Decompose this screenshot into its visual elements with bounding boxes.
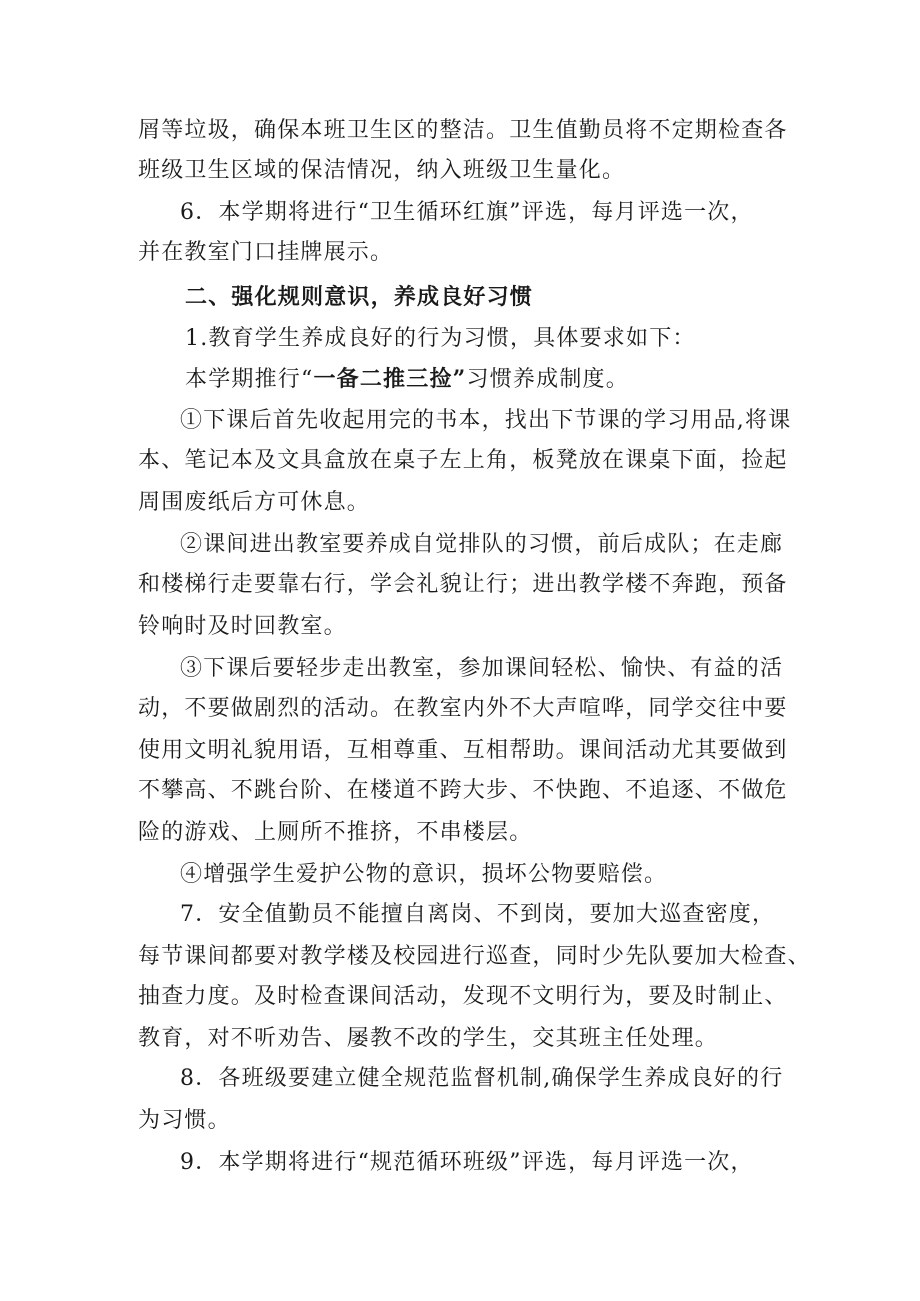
point-1-line: ①下课后首先收起用完的书本，找出下节课的学习用品,将课 [180,408,792,433]
item-1-line: 1.教育学生养成良好的行为习惯，具体要求如下： [185,326,696,351]
rule-line-emphasis: 一备二推三捡” [313,366,467,392]
section-heading: 二、强化规则意识，养成良好习惯 [185,284,534,310]
rule-line [185,364,629,395]
point-2-line: ②课间进出教室要养成自觉排队的习惯，前后成队；在走廊 [180,532,784,557]
paragraph-line: 使用文明礼貌用语，互相尊重、互相帮助。课间活动尤其要做到 [138,738,788,763]
paragraph-line: 屑等垃圾，确保本班卫生区的整洁。卫生值勤员将不定期检查各 [138,118,788,143]
item-6-line: 6．本学期将进行“卫生循环红旗”评选，每月评选一次， [180,200,754,225]
paragraph-line: 并在教室门口挂牌展示。 [138,240,394,265]
paragraph-line: 每节课间都要对教学楼及校园进行巡查，同时少先队要加大检查、 [138,944,811,969]
paragraph-line: 和楼梯行走要靠右行，学会礼貌让行；进出教学楼不奔跑，预备 [138,572,788,597]
paragraph-line: 班级卫生区域的保洁情况，纳入班级卫生量化。 [138,158,626,183]
paragraph-line: 本、笔记本及文具盒放在桌子左上角，板凳放在课桌下面，捡起 [138,448,788,473]
item-8-line: 8．各班级要建立健全规范监督机制,确保学生养成良好的行 [180,1066,784,1091]
paragraph-line: 抽查力度。及时检查课间活动，发现不文明行为，要及时制止、 [138,984,788,1009]
paragraph-line: 教育，对不听劝告、屡教不改的学生，交其班主任处理。 [138,1026,719,1051]
item-9-line: 9．本学期将进行“规范循环班级”评选，每月评选一次， [180,1150,754,1175]
rule-line-before: 本学期推行“ [185,367,314,392]
paragraph-line: 险的游戏、上厕所不推挤，不串楼层。 [138,820,533,845]
paragraph-line: 不攀高、不跳台阶、在楼道不跨大步、不快跑、不追逐、不做危 [138,778,788,803]
item-7-line: 7．安全值勤员不能擅自离岗、不到岗，要加大巡查密度， [180,902,776,927]
rule-line-after: 习惯养成制度。 [466,367,629,392]
point-3-line: ③下课后要轻步走出教室，参加课间轻松、愉快、有益的活 [180,656,784,681]
paragraph-line: 铃响时及时回教室。 [138,614,347,639]
paragraph-line: 动，不要做剧烈的活动。在教室内外不大声喧哗，同学交往中要 [138,696,788,721]
paragraph-line: 为习惯。 [138,1108,231,1133]
paragraph-line: 周围废纸后方可休息。 [138,490,371,515]
point-4-line: ④增强学生爱护公物的意识，损坏公物要赔偿。 [180,862,668,887]
